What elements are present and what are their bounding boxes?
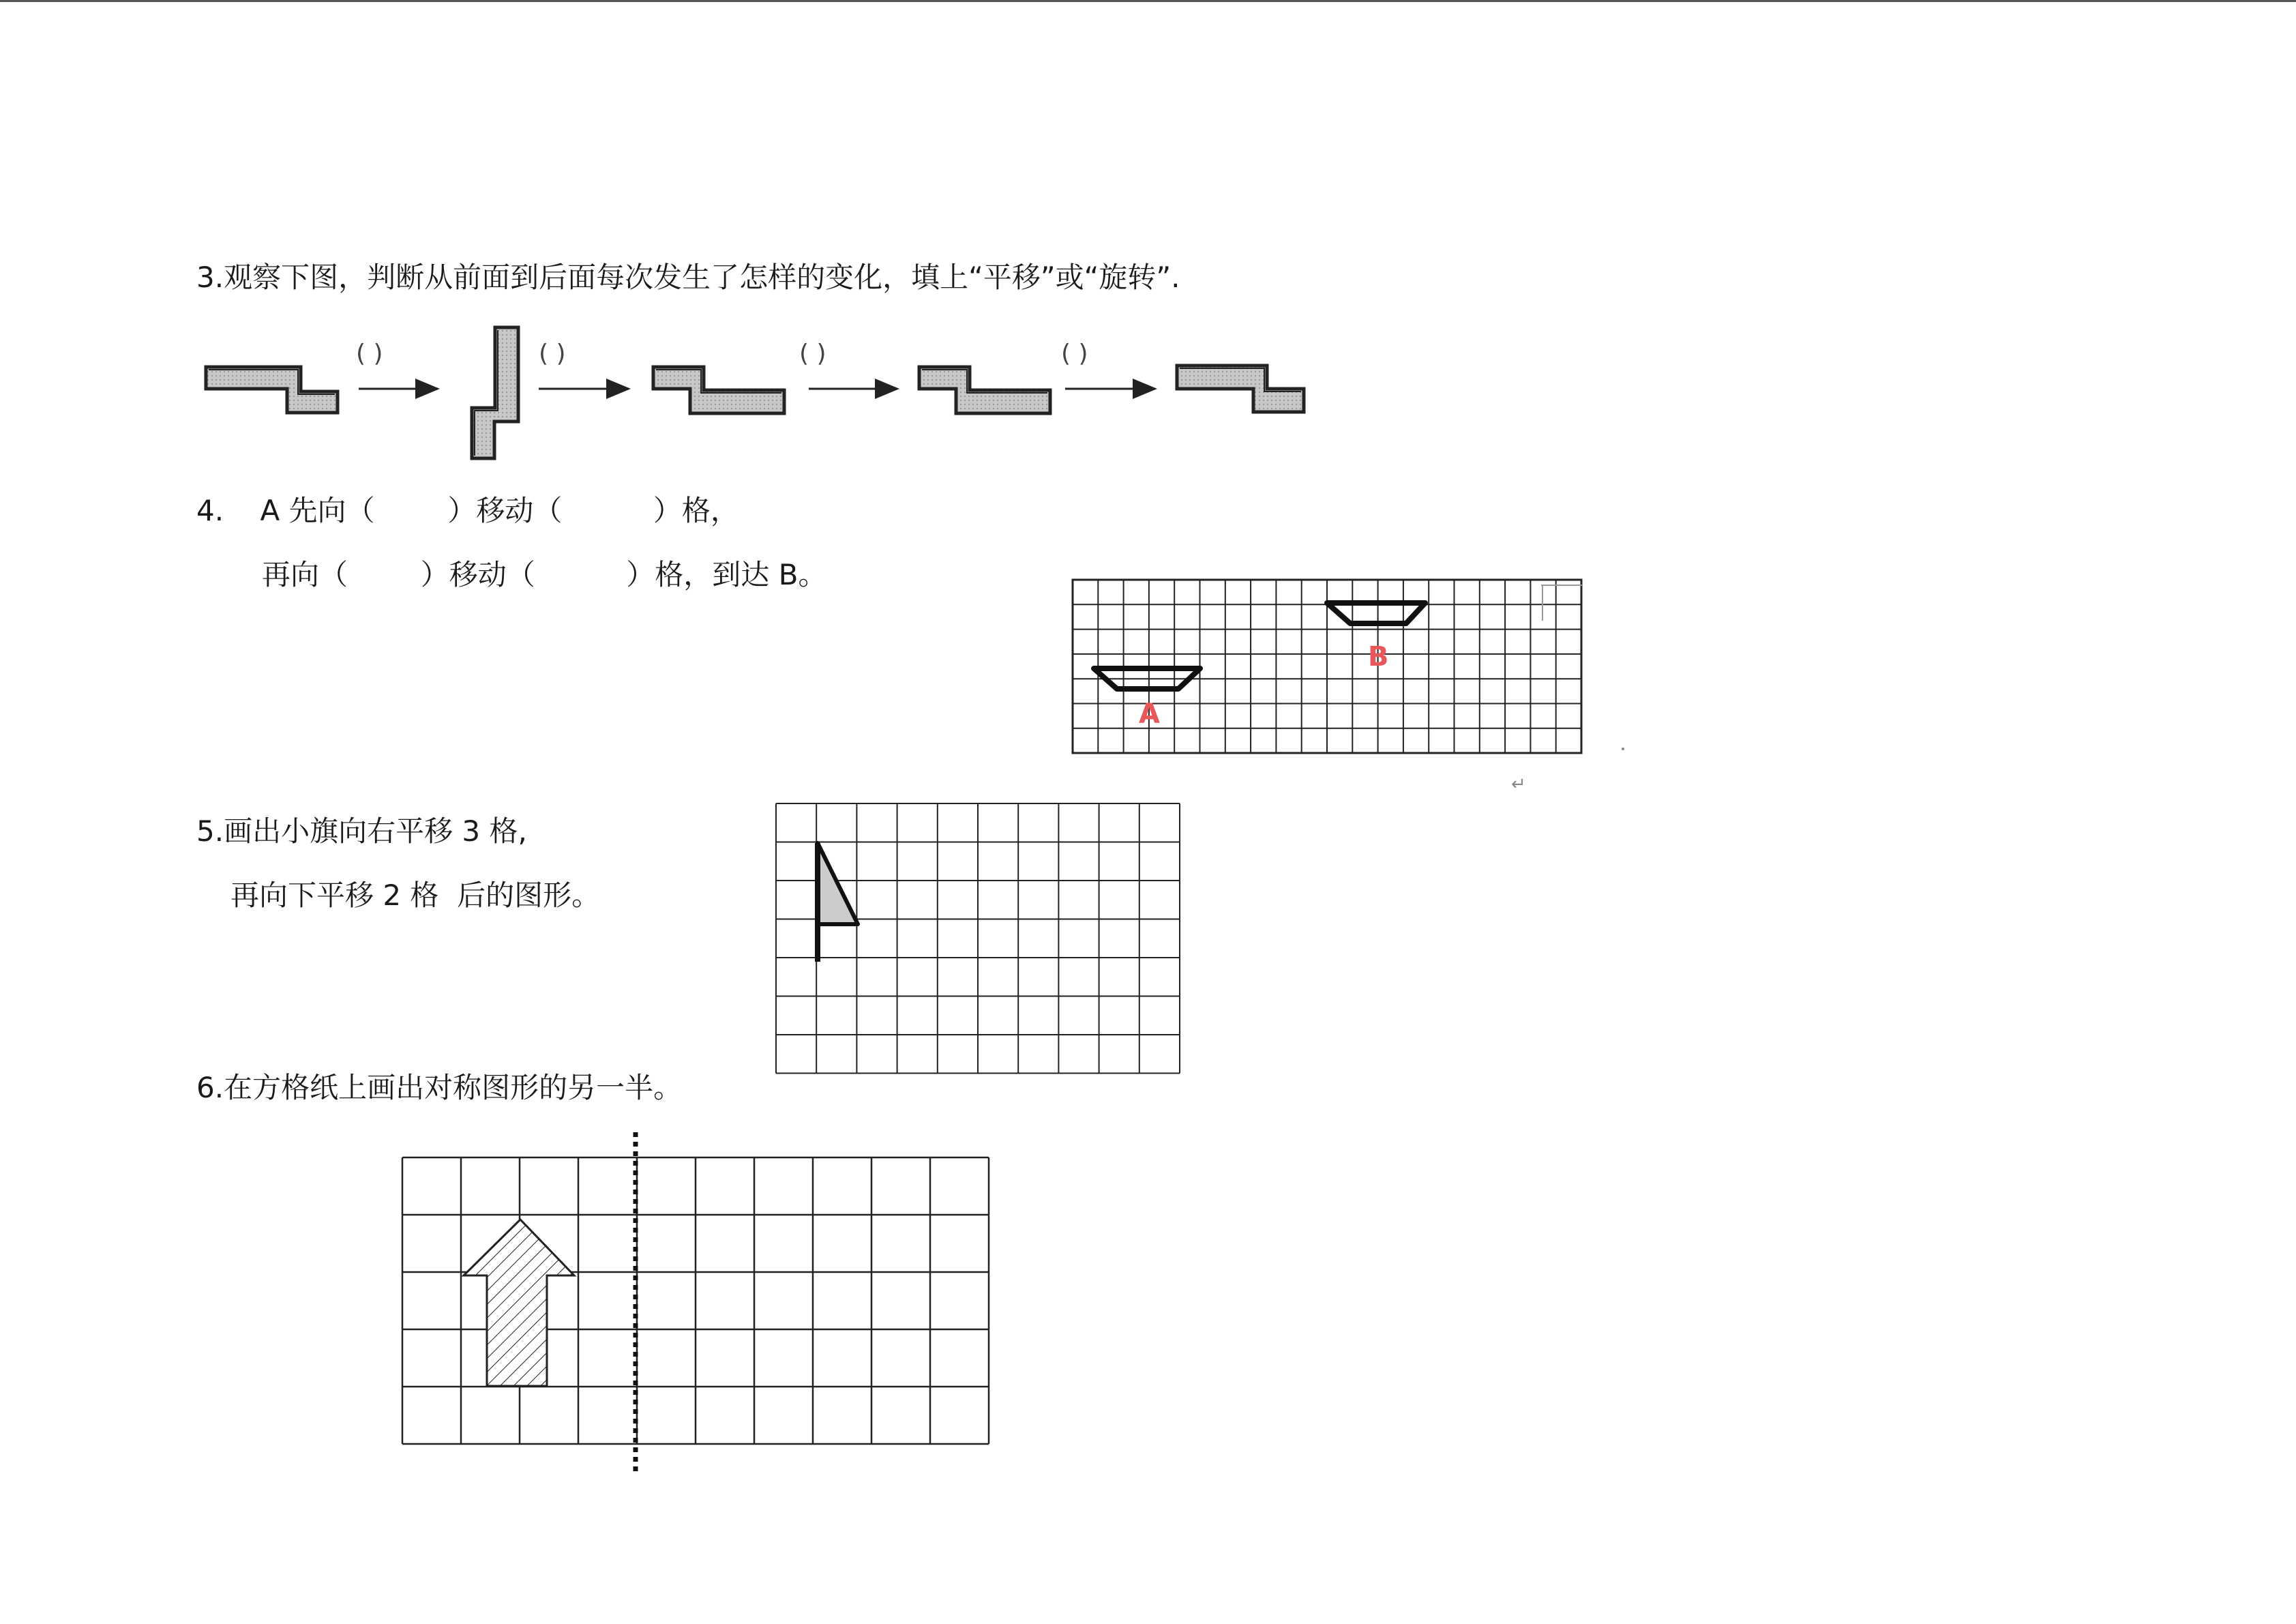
q5-grid (776, 803, 1180, 1074)
z-shape-2 (472, 327, 518, 458)
q3-prompt: 3.观察下图，判断从前面到后面每次发生了怎样的变化，填上“平移”或“旋转”. (196, 261, 1180, 294)
label-b: B (1368, 641, 1389, 673)
q4-grid-figure (1064, 573, 1643, 798)
q5-line-1: 5.画出小旗向右平移 3 格, (196, 814, 527, 848)
z-shape-3 (653, 367, 784, 413)
q4-line-1: 4. A 先向（ ）移动（ ）格， (196, 494, 739, 527)
q3-blank-3: ( ) (799, 340, 826, 368)
return-mark: ↵ (1511, 774, 1526, 795)
q3-blank-4: ( ) (1061, 340, 1088, 368)
z-shape-5 (1177, 366, 1304, 412)
q4-line-2: 再向（ ）移动（ ）格，到达 B。 (262, 558, 827, 591)
label-a: A (1139, 698, 1160, 730)
q6-line-1: 6.在方格纸上画出对称图形的另一半。 (196, 1071, 683, 1104)
q3-blank-2: ( ) (539, 340, 566, 368)
trapezoid-b (1327, 603, 1425, 623)
z-shape-1 (206, 367, 338, 413)
z-shape-4 (919, 367, 1050, 413)
q3-blank-1: ( ) (356, 340, 383, 368)
q3-transformation-sequence (198, 321, 1323, 471)
flag (818, 843, 858, 962)
half-arrow-shape (459, 1217, 574, 1386)
q5-line-2: 再向下平移 2 格 后的图形。 (230, 879, 601, 912)
page-top-border (0, 0, 2296, 2)
q5-grid-figure (771, 798, 1188, 1079)
q6-grid-figure (396, 1125, 996, 1480)
